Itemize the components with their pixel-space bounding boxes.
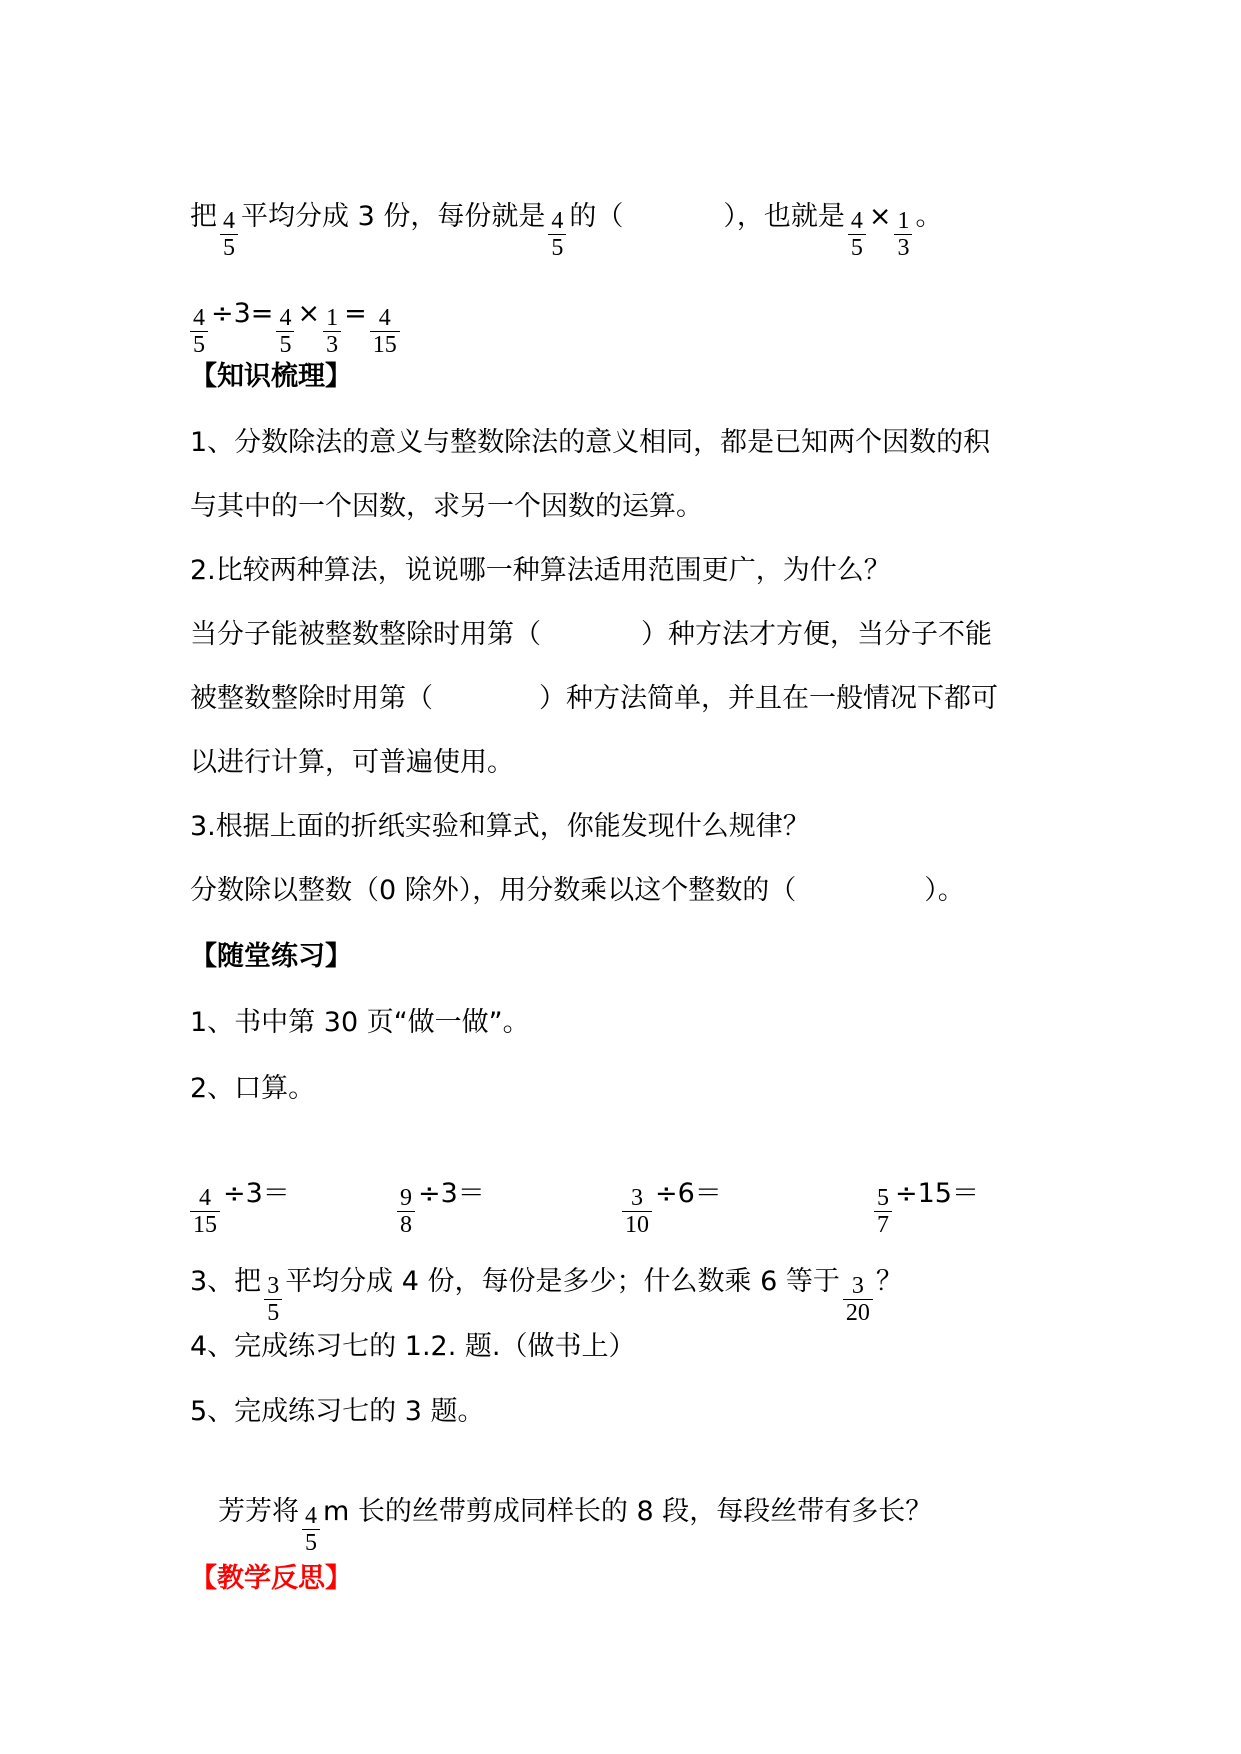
oral-calc-4 [874,1177,979,1238]
intro-text: ），也就是 [723,201,845,232]
fraction: $\frac{4}{15}$ [370,305,400,358]
intro-line-2 [190,297,403,358]
knowledge-item-3a [190,618,992,652]
knowledge-item-4: 3.根据上面的折纸实验和算式，你能发现什么规律？ [190,811,810,842]
fraction: $\frac{3}{5}$ [264,1273,282,1326]
intro-text: 。 [915,201,943,232]
equals-sign: = [344,298,367,329]
practice-item-4: 4、完成练习七的 1.2. 题.（做书上） [190,1331,636,1362]
fraction: $\frac{4}{15}$ [190,1185,220,1238]
paragraph-text: 芳芳将 [218,1496,299,1527]
paragraph-text: 分数除以整数（0 除外），用分数乘以这个整数的（ [190,875,797,906]
fraction: $\frac{4}{5}$ [302,1503,320,1556]
knowledge-item-5 [190,874,965,908]
fraction: $\frac{4}{5}$ [220,208,238,261]
oral-calc-2 [397,1177,485,1238]
paragraph-text: ）种方法简单，并且在一般情况下都可 [539,683,998,714]
paragraph-text: 当分子能被整数整除时用第（ [190,619,541,650]
times-sign: × [868,201,892,232]
oral-op: ÷15＝ [895,1178,979,1209]
fraction: $\frac{4}{5}$ [276,305,294,358]
reflection-heading: 【教学反思】 [190,1563,352,1594]
intro-text: 的（ [569,201,624,232]
intro-text: 把 [190,201,217,232]
fraction: $\frac{4}{5}$ [190,305,208,358]
fraction: $\frac{1}{3}$ [323,305,341,358]
paragraph-text: 被整数整除时用第（ [190,683,433,714]
paragraph-text: ？ [875,1266,903,1297]
practice-item-2: 2、口算。 [190,1073,316,1104]
fraction: $\frac{3}{10}$ [622,1185,652,1238]
paragraph-text: 平均分成 4 份，每份是多少；什么数乘 6 等于 [285,1266,840,1297]
oral-op: ÷3＝ [418,1178,485,1209]
knowledge-heading: 【知识梳理】 [190,361,352,392]
oral-calc-3 [622,1177,722,1238]
oral-op: ÷3＝ [223,1178,290,1209]
fraction: $\frac{5}{7}$ [874,1185,892,1238]
paragraph-text: ）。 [924,875,965,906]
fraction: $\frac{9}{8}$ [397,1185,415,1238]
knowledge-item-1a: 1、分数除法的意义与整数除法的意义相同，都是已知两个因数的积 [190,427,991,458]
equation-text: ÷3= [211,298,274,329]
knowledge-item-1b: 与其中的一个因数，求另一个因数的运算。 [190,491,703,522]
knowledge-item-3c: 以进行计算，可普遍使用。 [190,747,514,778]
times-sign: × [297,298,321,329]
fraction: $\frac{1}{3}$ [894,208,912,261]
practice-item-5: 5、完成练习七的 3 题。 [190,1396,485,1427]
fraction: $\frac{4}{5}$ [548,208,566,261]
practice-item-3 [190,1265,903,1326]
paragraph-text: 3、把 [190,1266,262,1297]
knowledge-item-2: 2.比较两种算法，说说哪一种算法适用范围更广，为什么？ [190,555,891,586]
paragraph-text: m 长的丝带剪成同样长的 8 段，每段丝带有多长？ [323,1496,933,1527]
oral-op: ÷6＝ [655,1178,722,1209]
paragraph-text: ）种方法才方便，当分子不能 [641,619,992,650]
practice-item-1: 1、书中第 30 页“做一做”。 [190,1007,530,1038]
intro-line-1 [190,200,942,261]
oral-calc-1 [190,1177,290,1238]
practice-heading: 【随堂练习】 [190,941,352,972]
fraction: $\frac{3}{20}$ [843,1273,873,1326]
knowledge-item-3b [190,682,998,716]
fraction: $\frac{4}{5}$ [848,208,866,261]
intro-text: 平均分成 3 份，每份就是 [241,201,546,232]
word-problem [218,1495,932,1556]
